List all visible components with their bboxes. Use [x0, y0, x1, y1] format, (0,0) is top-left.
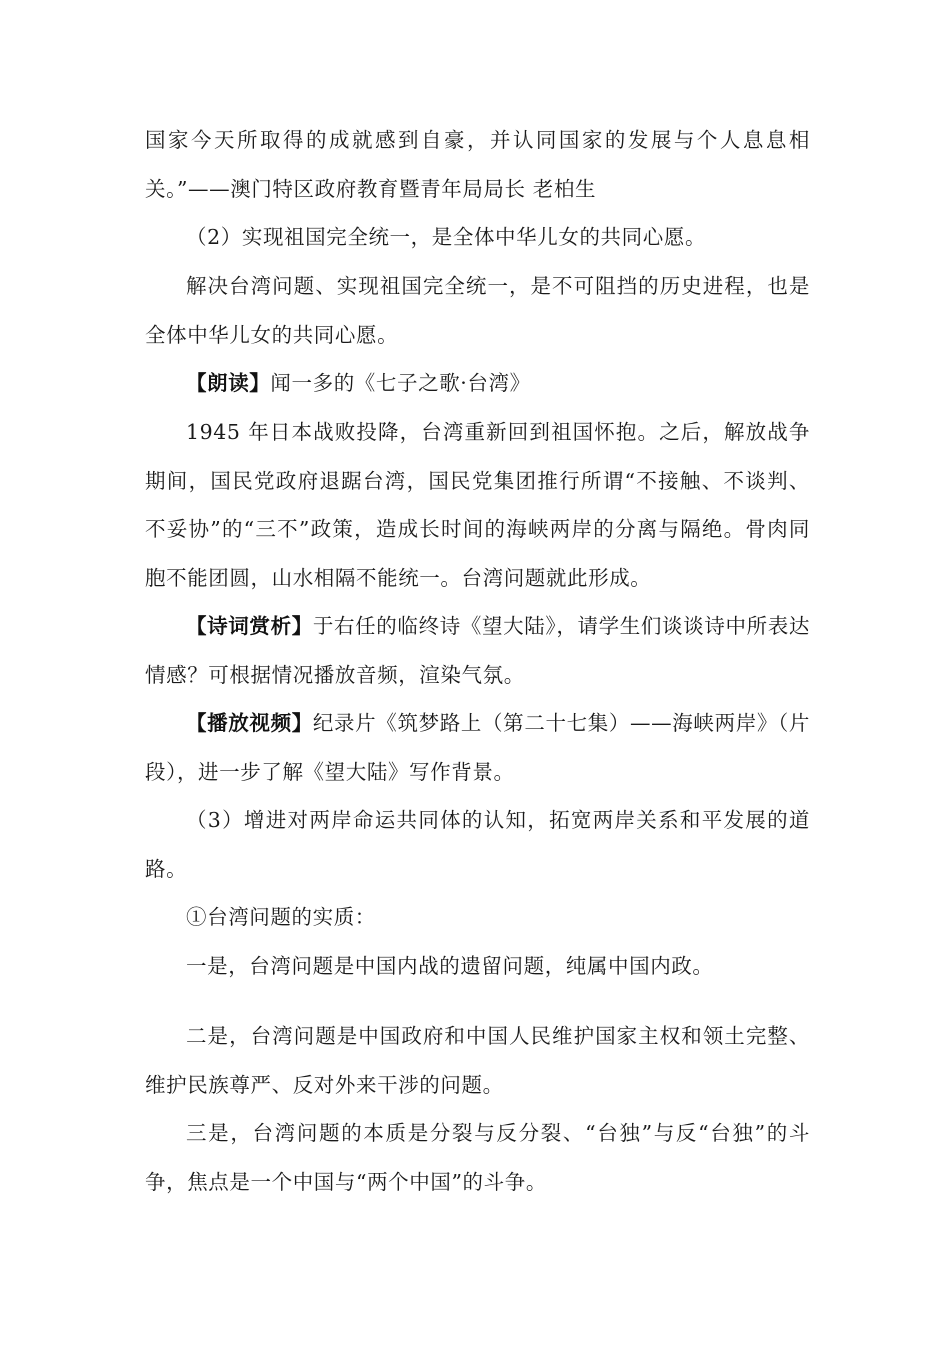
paragraph-history	[145, 408, 810, 602]
paragraph-section-3-heading	[145, 796, 810, 893]
paragraph-quote-continuation	[145, 116, 810, 213]
play-video-tag: 【播放视频】	[186, 711, 313, 735]
paragraph-point-two	[145, 1012, 810, 1109]
paragraph-reunification	[145, 262, 810, 359]
paragraph-text: （3）增进对两岸命运共同体的认知，拓宽两岸关系和平发展的道路。	[145, 808, 810, 881]
paragraph-text: 于右任的临终诗《望大陆》，请学生们谈谈诗中所表达情感？可根据情况播放音频，渲染气氛。	[145, 614, 810, 687]
paragraph-section-2-heading	[145, 213, 810, 262]
paragraph-text: （2）实现祖国完全统一，是全体中华儿女的共同心愿。	[186, 225, 707, 249]
paragraph-text: 三是，台湾问题的本质是分裂与反分裂、“台独”与反“台独”的斗争，焦点是一个中国与“两个中国”的斗争。	[145, 1121, 810, 1194]
paragraph-text: 解决台湾问题、实现祖国完全统一，是不可阻挡的历史进程，也是全体中华儿女的共同心愿。	[145, 274, 810, 347]
paragraph-reading	[145, 359, 810, 408]
poem-appreciation-tag: 【诗词赏析】	[186, 614, 313, 638]
paragraph-text: 纪录片《筑梦路上（第二十七集）——海峡两岸》（片段），进一步了解《望大陆》写作背景。	[145, 711, 810, 784]
paragraph-essence-heading	[145, 893, 810, 942]
paragraph-text: ①台湾问题的实质：	[186, 905, 376, 929]
paragraph-point-one	[145, 942, 810, 991]
paragraph-text: 二是，台湾问题是中国政府和中国人民维护国家主权和领土完整、维护民族尊严、反对外来干涉的问题。	[145, 1024, 810, 1097]
reading-tag: 【朗读】	[186, 371, 271, 395]
paragraph-poem-appreciation	[145, 602, 810, 699]
paragraph-point-three	[145, 1109, 810, 1206]
paragraph-text: 一是，台湾问题是中国内战的遗留问题，纯属中国内政。	[186, 954, 714, 978]
paragraph-text: 国家今天所取得的成就感到自豪，并认同国家的发展与个人息息相关。”——澳门特区政府教育暨青年局局长 老柏生	[145, 128, 810, 201]
paragraph-play-video	[145, 699, 810, 796]
paragraph-text: 闻一多的《七子之歌·台湾》	[270, 371, 531, 395]
paragraph-text: 1945 年日本战败投降，台湾重新回到祖国怀抱。之后，解放战争期间，国民党政府退踞台湾，国民党集团推行所谓“不接触、不谈判、不妥协”的“三不”政策，造成长时间的海峡两岸的分离与隔绝。骨肉同胞不能团圆，山水相隔不能统一。台湾问题就此形成。	[145, 420, 810, 590]
